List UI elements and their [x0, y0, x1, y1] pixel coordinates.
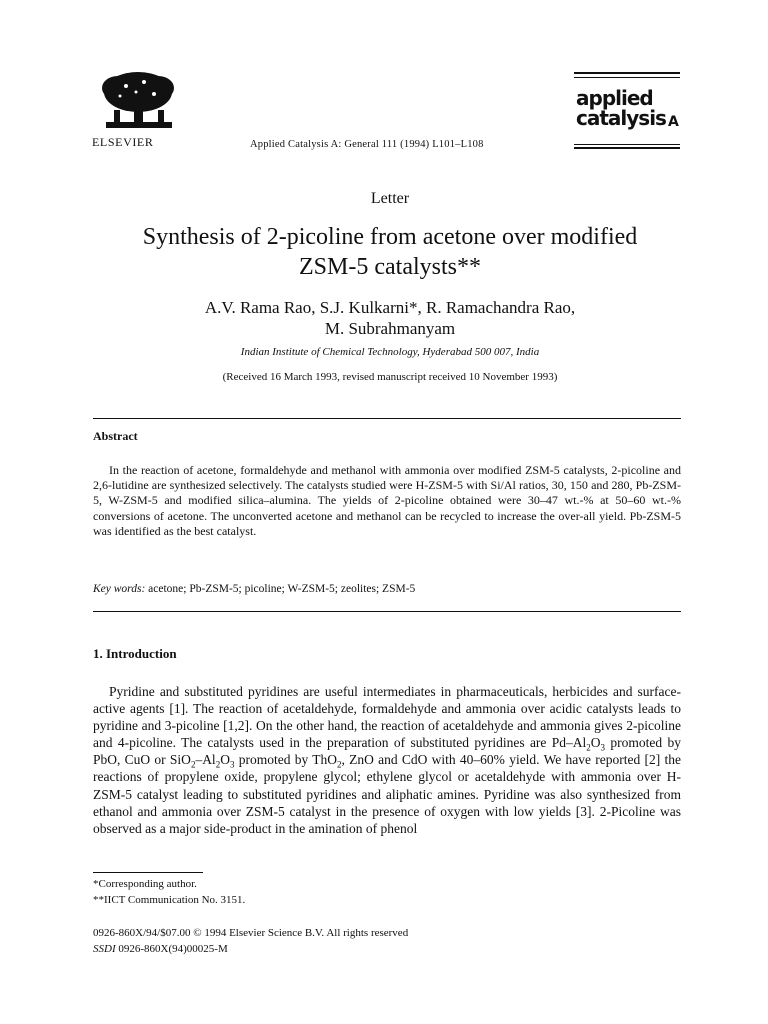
intro-text-e: O	[220, 752, 230, 768]
subscript: 2	[190, 760, 196, 771]
affiliation: Indian Institute of Chemical Technology, Hyderabad 500 007, India	[240, 346, 540, 358]
keywords-list: acetone; Pb-ZSM-5; picoline; W-ZSM-5; zeolites; ZSM-5	[148, 583, 416, 595]
intro-text-a: Pyridine and substituted pyridines are useful intermediates in pharmaceuticals, herbicides and surface-active agents [1]. The reaction of acetaldehyde, formaldehyde and ammonia over acidic catalysts leads to pyridine and 3-picoline [1,2]. On the other hand, the reaction of acetaldehyde and ammonia gives 2-picoline and 4-picoline. The catalysts used in the preparation of substituted pyridines are Pd–Al	[93, 684, 681, 751]
intro-text-c: promoted by PbO, CuO or SiO	[93, 735, 681, 768]
keywords-label: Key words:	[93, 583, 146, 595]
journal-citation: Applied Catalysis A: General 111 (1994) L101–L108	[250, 139, 484, 150]
abstract-heading: Abstract	[93, 429, 138, 443]
journal-logo	[574, 72, 682, 152]
keywords	[93, 583, 415, 595]
journal-logo-section-letter: A	[668, 114, 679, 130]
subscript: 2	[586, 742, 591, 753]
ssdi-value: 0926-860X(94)00025-M	[115, 943, 228, 955]
abstract-top-rule	[93, 418, 681, 419]
footnote-corresponding-author: *Corresponding author.	[93, 878, 197, 890]
subscript: 3	[229, 760, 235, 771]
footnote-communication: **IICT Communication No. 3151.	[93, 894, 246, 906]
authors	[80, 297, 700, 339]
copyright-line: 0926-860X/94/$07.00 © 1994 Elsevier Science B.V. All rights reserved	[93, 927, 409, 939]
authors-line-1: A.V. Rama Rao, S.J. Kulkarni*, R. Ramachandra Rao,	[204, 298, 576, 317]
introduction-paragraph	[93, 683, 681, 837]
title-line-2: ZSM-5 catalysts**	[299, 254, 481, 280]
subscript: 3	[600, 742, 606, 753]
footnote-rule	[93, 872, 203, 873]
intro-text-b: O	[590, 735, 601, 751]
subscript: 2	[215, 760, 221, 771]
abstract-text: In the reaction of acetone, formaldehyde and methanol with ammonia over modified ZSM-5 catalysts, 2-picoline and 2,6-lutidine are synthesized selectively. The catalysts studied were H-ZSM-5 with Si/Al ratios, 30, 150 and 280, Pb-ZSM-5, W-ZSM-5 and modified silica–alumina. The yields of 2-picoline obtained were 30–47 wt.-% at 50–60 wt.-% conversions of acetone. The unconverted acetone and methanol can be recycled to increase the over-all yield. Pb-ZSM-5 was identified as the best catalyst.	[93, 463, 681, 538]
article-type: Letter	[370, 190, 410, 207]
publisher-name: ELSEVIER	[92, 135, 154, 149]
journal-logo-line2: catalysis	[576, 106, 666, 130]
intro-text-d: –Al	[195, 752, 216, 768]
intro-text-f: promoted by ThO	[234, 752, 337, 768]
title-line-1: Synthesis of 2-picoline from acetone over modified	[142, 224, 638, 250]
ssdi-line	[93, 943, 228, 955]
journal-logo-line1: applied	[576, 86, 653, 110]
article-title	[60, 222, 720, 282]
received-dates: (Received 16 March 1993, revised manuscript received 10 November 1993)	[222, 371, 558, 383]
authors-line-2: M. Subrahmanyam	[324, 319, 456, 338]
subscript: 2	[336, 760, 342, 771]
ssdi-label: SSDI	[93, 943, 116, 955]
intro-text-g: , ZnO and CdO with 40–60% yield. We have reported [2] the reactions of propylene oxide, propylene glycol; ethylene glycol or acetaldehyde with ammonia over H-ZSM-5 catalyst leading to substituted pyridines and aliphatic amines. Pyridine was also synthesized from ethanol and ammonia over ZSM-5 catalyst in the presence of oxygen with low yields [3]. 2-Picoline was observed as a major side-product in the amination of phenol	[93, 752, 681, 836]
abstract-bottom-rule	[93, 611, 681, 612]
introduction-heading: 1. Introduction	[93, 646, 177, 661]
